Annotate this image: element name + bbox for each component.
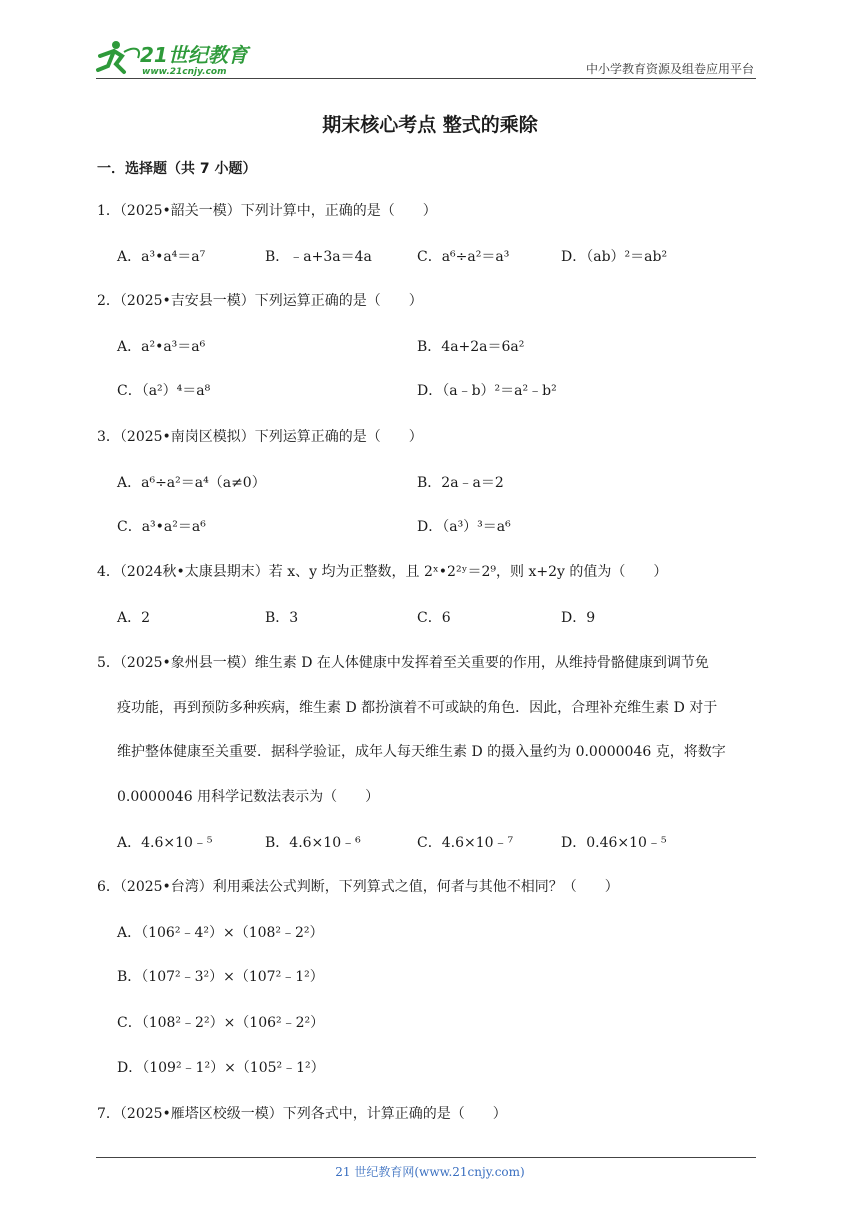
question-2-option-a[interactable]: A．a²•a³＝a⁶	[117, 339, 206, 355]
footer-divider	[96, 1157, 756, 1158]
question-2-option-b[interactable]: B．4a+2a＝6a²	[417, 339, 525, 355]
question-2-option-c[interactable]: C．（a²）⁴＝a⁸	[117, 383, 211, 399]
question-4-stem: 4．（2024秋•太康县期末）若 x、y 均为正整数，且 2ˣ•2²ʸ＝2⁹，则 x+2y 的值为（ ）	[97, 564, 668, 580]
question-5-stem-line-2: 疫功能，再到预防多种疾病，维生素 D 都扮演着不可或缺的角色．因此，合理补充维生素 D 对于	[117, 700, 718, 716]
platform-name: 中小学教育资源及组卷应用平台	[585, 62, 754, 76]
site-logo	[94, 36, 264, 80]
logo-text: 21世纪教育	[140, 43, 248, 67]
question-1-stem: 1．（2025•韶关一模）下列计算中，正确的是（ ）	[97, 203, 437, 219]
question-5-option-c[interactable]: C．4.6×10﹣⁷	[417, 835, 514, 851]
question-3-option-b[interactable]: B．2a﹣a＝2	[417, 475, 504, 491]
question-5-stem-line-3: 维护整体健康至关重要．据科学验证，成年人每天维生素 D 的摄入量约为 0.0000046 克，将数字	[117, 744, 726, 760]
question-2-stem: 2．（2025•吉安县一模）下列运算正确的是（ ）	[97, 293, 423, 309]
page-title: 期末核心考点 整式的乘除	[322, 114, 538, 136]
question-7-stem: 7．（2025•雁塔区校级一模）下列各式中，计算正确的是（ ）	[97, 1106, 507, 1122]
question-6-option-b[interactable]: B．（107²﹣3²）×（107²﹣1²）	[117, 969, 324, 985]
question-5-stem-line-1: 5．（2025•象州县一模）维生素 D 在人体健康中发挥着至关重要的作用，从维持骨骼健康到调节免	[97, 655, 709, 671]
question-3-option-d[interactable]: D．（a³）³＝a⁶	[417, 519, 511, 535]
question-4-option-c[interactable]: C．6	[417, 610, 451, 626]
question-3-stem: 3．（2025•南岗区模拟）下列运算正确的是（ ）	[97, 429, 423, 445]
logo-url-text: www.21cnjy.com	[142, 67, 227, 77]
question-5-stem-line-4: 0.0000046 用科学记数法表示为（ ）	[117, 789, 380, 805]
question-6-option-d[interactable]: D．（109²﹣1²）×（105²﹣1²）	[117, 1060, 325, 1076]
header-divider	[96, 78, 756, 79]
question-3-option-c[interactable]: C．a³•a²＝a⁶	[117, 519, 206, 535]
question-4-option-a[interactable]: A．2	[117, 610, 151, 626]
question-1-option-c[interactable]: C．a⁶÷a²＝a³	[417, 249, 510, 265]
question-1-option-a[interactable]: A．a³•a⁴＝a⁷	[117, 249, 206, 265]
question-5-option-b[interactable]: B．4.6×10﹣⁶	[265, 835, 361, 851]
question-5-option-d[interactable]: D．0.46×10﹣⁵	[561, 835, 667, 851]
question-2-option-d[interactable]: D．（a﹣b）²＝a²﹣b²	[417, 383, 557, 399]
question-5-option-a[interactable]: A．4.6×10﹣⁵	[117, 835, 213, 851]
footer-link[interactable]: 21 世纪教育网(www.21cnjy.com)	[335, 1165, 525, 1179]
question-6-option-a[interactable]: A．（106²﹣4²）×（108²﹣2²）	[117, 925, 324, 941]
question-6-option-c[interactable]: C．（108²﹣2²）×（106²﹣2²）	[117, 1015, 325, 1031]
question-6-stem: 6．（2025•台湾）利用乘法公式判断，下列算式之值，何者与其他不相同？（ ）	[97, 879, 619, 895]
question-3-option-a[interactable]: A．a⁶÷a²＝a⁴（a≠0）	[117, 475, 266, 491]
section-heading: 一．选择题（共 7 小题）	[97, 161, 257, 177]
question-1-option-b[interactable]: B．﹣a+3a＝4a	[265, 249, 372, 265]
runner-logo-icon	[94, 36, 264, 80]
question-4-option-d[interactable]: D．9	[561, 610, 596, 626]
question-1-option-d[interactable]: D．（ab）²＝ab²	[561, 249, 668, 265]
question-4-option-b[interactable]: B．3	[265, 610, 299, 626]
